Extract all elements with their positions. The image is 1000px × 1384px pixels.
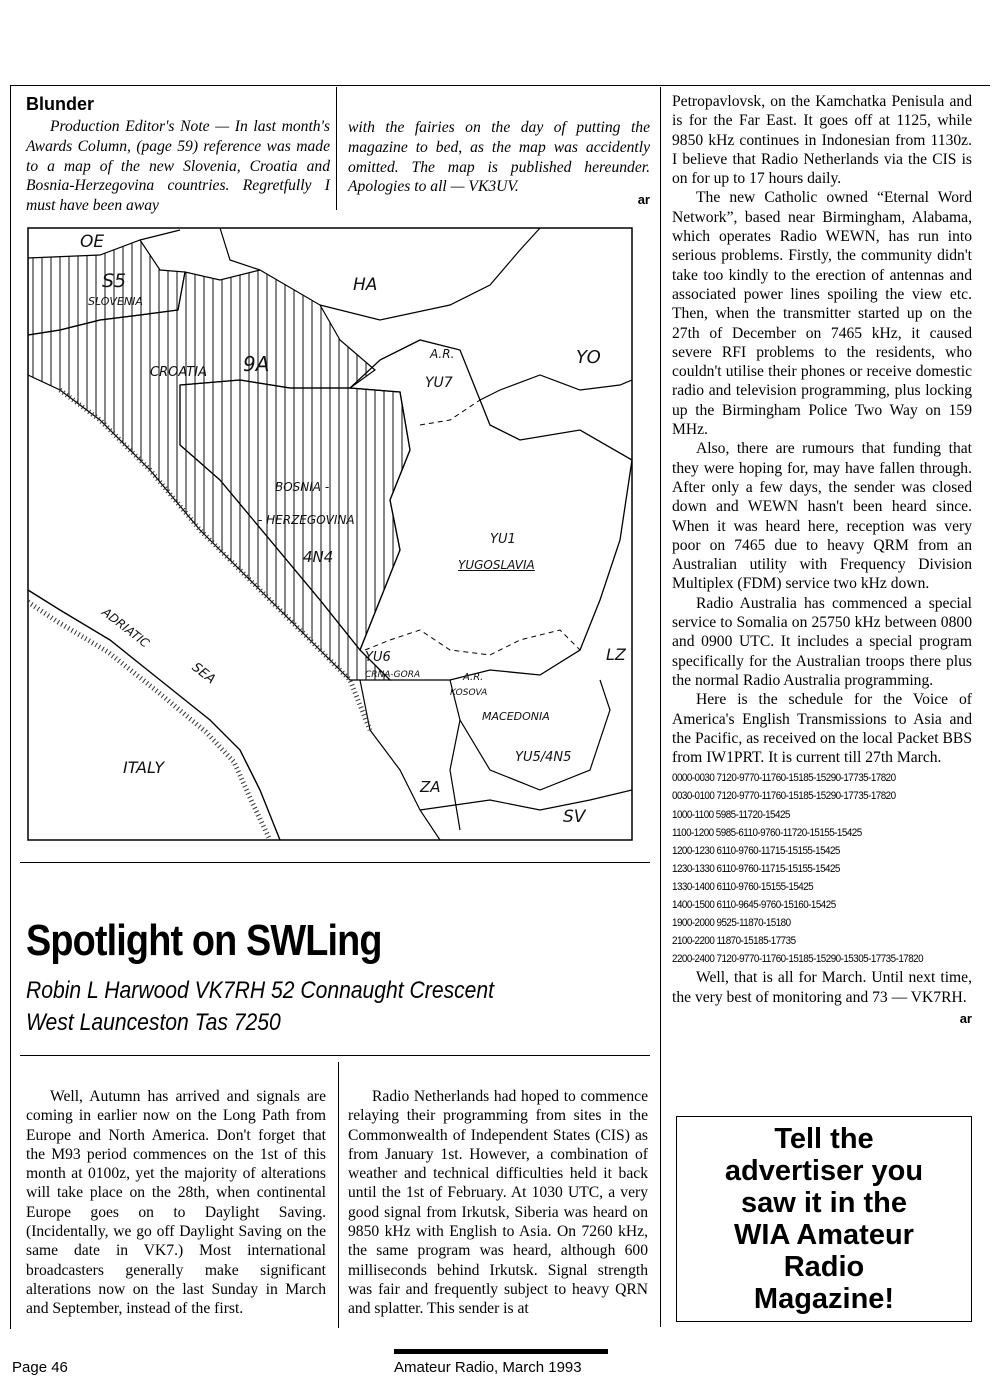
map-label-slovenia: SLOVENIA <box>88 295 143 308</box>
ad-line-6: Magazine! <box>753 1283 895 1315</box>
schedule-row: 1400-1500 6110-9645-9760-15160-15425 <box>672 899 836 912</box>
map-label-sv: SV <box>563 807 586 827</box>
col2-text: Radio Netherlands had hoped to commence relaying their programming from sites in the Commonwealth of Independent States (CIS) as from January 1st. However, a combination of weather and technical difficulties held it back until the 1st of February. At 1030 UTC, a very good signal from Irkutsk, Siberia was heard on 9850 kHz with English to Asia. On 7260 kHz, the same program was heard, although 600 milliseconds behind Irkutsk. Signal strength was fair and frequently subject to heavy QRN and splatter. This sender is at <box>348 1088 648 1318</box>
article-signoff: ar <box>959 1011 972 1027</box>
blunder-text-2: with the fairies on the day of putting the magazine to bed, as the map was accidently omitted. The map is published hereunder. Apologies to all — VK3UV. <box>348 119 650 196</box>
magazine-footer: Amateur Radio, March 1993 <box>394 1359 582 1376</box>
article-column-2 <box>348 1087 648 1319</box>
ad-line-5: Radio <box>783 1251 865 1283</box>
top-rule <box>10 85 990 86</box>
schedule-list <box>672 769 972 968</box>
col3-para-1: Petropavlovsk, on the Kamchatka Penisula and is for the Far East. It goes off at 1125, while 9850 kHz continues in Indonesian from 1130z. I believe that Radio Netherlands via the CIS is on for up to 17 hours daily. <box>672 93 972 188</box>
col3-para-6: Well, that is all for March. Until next time, the very best of monitoring and 73 — VK7RH. <box>672 969 972 1006</box>
map <box>20 210 650 845</box>
map-label-yu5: YU5/4N5 <box>515 750 572 765</box>
blunder-continued <box>348 118 650 197</box>
kosovo-boundary <box>365 630 580 655</box>
greece-border <box>420 790 632 810</box>
col3-para-4: Radio Australia has commenced a special service to Somalia on 25750 kHz between 0800 and 0900 UTC. It includes a special program specifically for the Australian troops there plus the normal Radio Australia programming. <box>672 594 972 689</box>
col-divider-right <box>660 87 661 1327</box>
schedule-row: 1330-1400 6110-9760-15155-15425 <box>672 880 814 893</box>
blunder-heading: Blunder <box>26 94 95 114</box>
map-label-ar2: A.R. <box>463 672 484 683</box>
footer-bar <box>394 1349 608 1354</box>
map-label-crna-gora: CRNA-GORA <box>365 670 421 680</box>
map-label-kosova: KOSOVA <box>450 688 488 698</box>
blunder-section <box>26 94 330 216</box>
schedule-row: 2200-2400 7120-9770-11760-15185-15290-15305-17735-17820 <box>672 953 924 966</box>
article-byline-2: West Launceston Tas 7250 <box>26 1009 281 1036</box>
map-label-yu1: YU1 <box>490 532 516 547</box>
page-number: Page 46 <box>12 1359 68 1376</box>
schedule-row: 1200-1230 6110-9760-11715-15155-15425 <box>672 844 840 857</box>
schedule-row: 0030-0100 7120-9770-11760-15185-15290-17735-17820 <box>672 790 896 803</box>
romania-border <box>480 375 632 400</box>
schedule-row: 0000-0030 7120-9770-11760-15185-15290-17735-17820 <box>672 772 896 785</box>
albania-border <box>360 680 460 840</box>
map-label-yugoslavia: YUGOSLAVIA <box>458 558 535 572</box>
map-label-macedonia: MACEDONIA <box>482 710 550 723</box>
article-byline-1: Robin L Harwood VK7RH 52 Connaught Crescent <box>26 977 495 1004</box>
map-label-croatia: CROATIA <box>150 365 207 380</box>
map-label-ar1: A.R. <box>430 347 455 361</box>
schedule-row: 1000-1100 5985-11720-15425 <box>672 808 790 821</box>
ad-line-1: Tell the <box>774 1123 874 1155</box>
map-label-italy: ITALY <box>123 758 165 777</box>
ad-line-3: saw it in the <box>741 1187 907 1219</box>
col3-para-2: The new Catholic owned “Eternal Word Network”, based near Birmingham, Alabama, which operates Radio WEWN, has run into serious problems. Firstly, the community didn't take too kindly to the erection of antennas and associated power lines spoiling the view etc. Then, when the transmitter started up on the 27th of December on 7465 kHz, it caused severe RFI problems to the residents, who couldn't utilise their phones or receive domestic radio and television programming, plus locking up the Birmingham Police Two Way on 159 MHz. <box>672 189 972 439</box>
map-label-za: ZA <box>420 778 441 796</box>
vojvodina-boundary <box>420 400 480 425</box>
map-label-ha: HA <box>353 275 378 295</box>
map-rule-bottom <box>20 862 650 863</box>
ad-line-2: advertiser you <box>724 1155 924 1187</box>
map-label-yu6: YU6 <box>365 650 391 665</box>
col-divider-bottom <box>338 1062 339 1328</box>
ad-box <box>676 1116 972 1322</box>
schedule-row: 1230-1330 6110-9760-11715-15155-15425 <box>672 862 840 875</box>
map-label-bosnia: BOSNIA - <box>275 480 330 494</box>
map-label-yo: YO <box>576 347 601 368</box>
article-column-1 <box>26 1087 326 1319</box>
article-column-3 <box>672 92 972 1026</box>
yugoslavia-border <box>350 340 632 680</box>
blunder-text-1: Production Editor's Note — In last month's Awards Column, (page 59) reference was made to a map of the new Slovenia, Croatia and Bosnia-Herzegovina countries. Regretfully I must have been away <box>26 118 330 215</box>
schedule-row: 1100-1200 5985-6110-9760-11720-15155-15425 <box>672 826 862 839</box>
map-label-9a: 9A <box>243 352 270 376</box>
article-rule <box>20 1055 650 1056</box>
schedule-row: 2100-2200 11870-15185-17735 <box>672 935 796 948</box>
article-title: Spotlight on SWLing <box>26 916 382 965</box>
col1-text: Well, Autumn has arrived and signals are coming in earlier now on the Long Path from Europe and North America. Don't forget that the M93 period commences on the 1st of this month at 0100z, yet the majority of alterations will take place on the 28th, when continental Europe goes on to Daylight Saving.(Incidentally, we go off Daylight Saving on the same date in VK7.) Most international broadcasters generally make significant alterations now on the last Sunday in March and September, instead of the first. <box>26 1088 326 1318</box>
map-label-adriatic: ADRIATIC <box>99 605 153 651</box>
left-rule <box>10 85 11 1329</box>
map-label-yu7: YU7 <box>425 375 453 391</box>
ad-line-4: WIA Amateur <box>734 1219 914 1251</box>
map-label-sea: SEA <box>188 660 218 688</box>
col3-para-5: Here is the schedule for the Voice of America's English Transmissions to Asia and the Pacific, as received on the local Packet BBS from IW1PRT. It is current till 27th March. <box>672 691 972 767</box>
map-label-lz: LZ <box>606 645 626 664</box>
map-label-4n4: 4N4 <box>303 548 334 566</box>
schedule-row: 1900-2000 9525-11870-15180 <box>672 917 791 930</box>
col3-para-3: Also, there are rumours that funding that they were hoping for, may have fallen through. After only a few days, the sender was closed down and WEWN hasn't been heard since. When it was heard here, reception was very poor on 7465 due to heavy QRM from an Australian utility with Frequency Division Multiplex (FDM) service two kHz down. <box>672 440 972 593</box>
map-label-herzegovina: - HERZEGOVINA <box>258 513 355 527</box>
map-label-oe: OE <box>80 232 105 252</box>
map-label-s5: S5 <box>102 270 127 292</box>
blunder-signoff: ar <box>637 192 650 207</box>
italy-coast <box>28 590 280 840</box>
col-divider-top <box>336 87 337 210</box>
